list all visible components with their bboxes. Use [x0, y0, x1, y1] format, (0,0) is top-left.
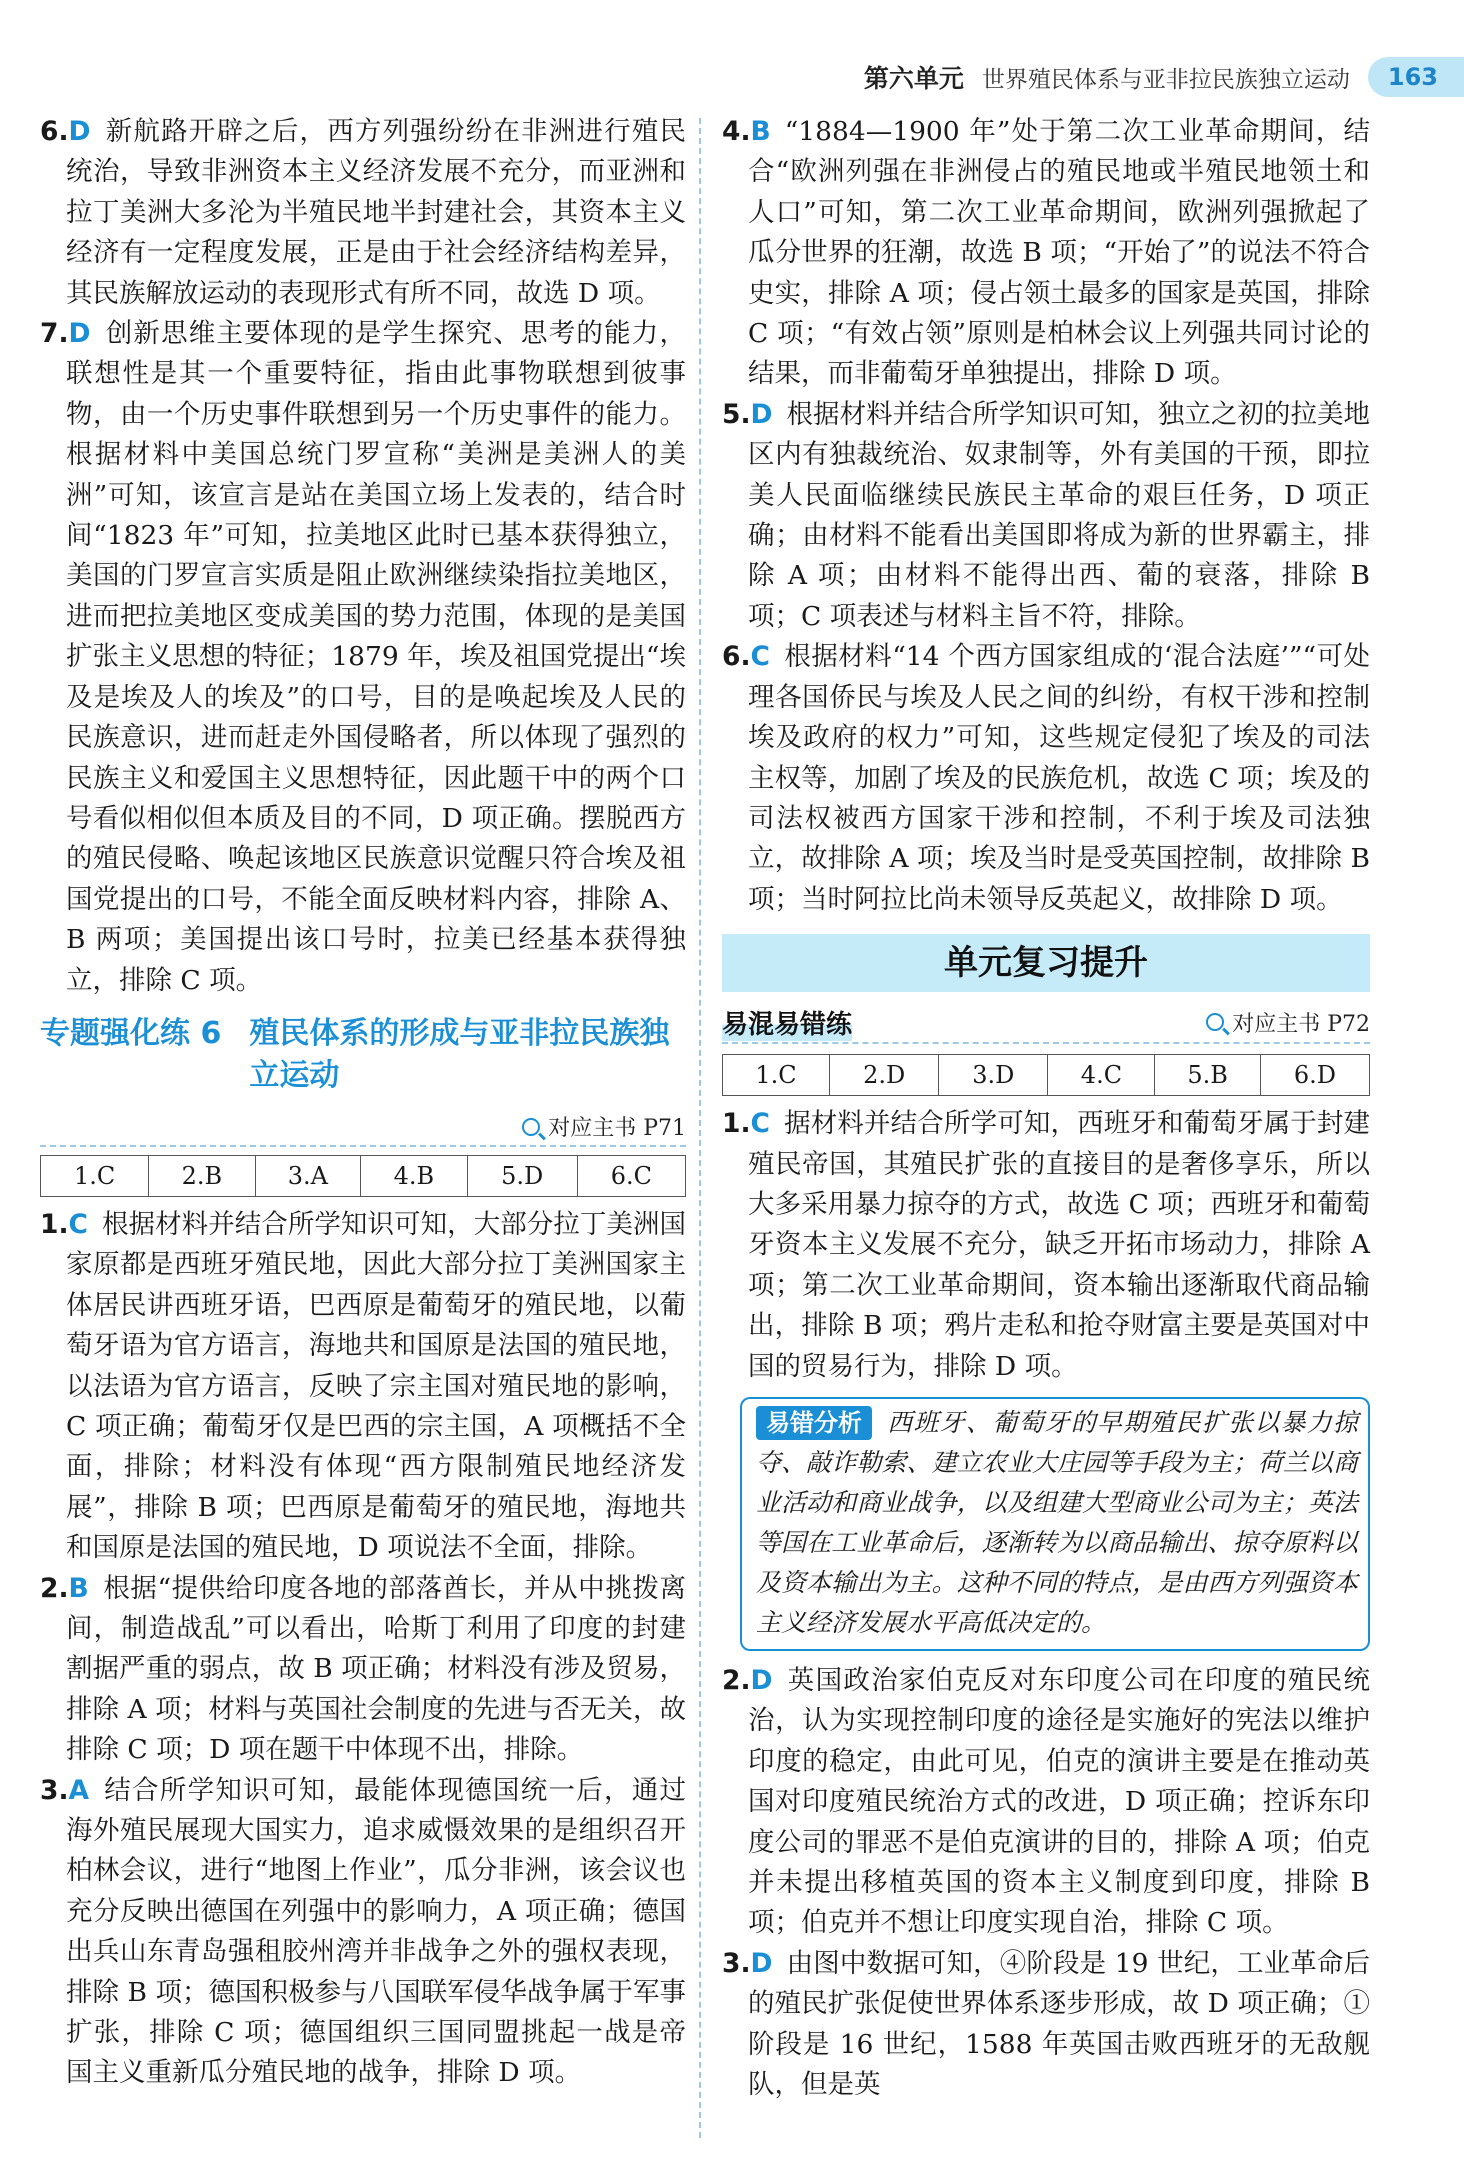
answer-item — [722, 1944, 1370, 2106]
answer-item — [40, 112, 686, 314]
item-explanation: 根据材料“14 个西方国家组成的‘混合法庭’”“可处理各国侨民与埃及人民之间的纠纷，有权干涉和控制埃及政府的权力”可知，这些规定侵犯了埃及的司法主权等，加剧了埃及的民族危机，故选 C 项；埃及的司法权被西方国家干涉和控制，不利于埃及司法独立，故排除 A 项；埃及当时是受英国控制，故排除 B 项；当时阿拉比尚未领导反英起义，故排除 D 项。 — [748, 641, 1370, 915]
answer-cell: 2.B — [149, 1155, 255, 1196]
item-answer: D — [750, 1947, 773, 1979]
item-answer: B — [68, 1572, 89, 1604]
answer-cell: 5.B — [1155, 1055, 1260, 1096]
item-explanation: 根据“提供给印度各地的部落酋长，并从中挑拨离间，制造战乱”可以看出，哈斯丁利用了印度的封建割据严重的弱点，故 B 项正确；材料没有涉及贸易，排除 A 项；材料与英国社会制度的先进与否无关，故排除 C 项；D 项在题干中体现不出，排除。 — [66, 1572, 686, 1766]
item-answer: D — [68, 318, 91, 350]
item-explanation: 创新思维主要体现的是学生探究、思考的能力，联想性是其一个重要特征，指由此事物联想到彼事物，由一个历史事件联想到另一个历史事件的能力。根据材料中美国总统门罗宣称“美洲是美洲人的美洲”可知，该宣言是站在美国立场上发表的，结合时间“1823 年”可知，拉美地区此时已基本获得独立，美国的门罗宣言实质是阻止欧洲继续染指拉美地区，进而把拉美地区变成美国的势力范围，体现的是美国扩张主义思想的特征；1879 年，埃及祖国党提出“埃及是埃及人的埃及”的口号，目的是唤起埃及人民的民族意识，进而赶走外国侵略者，所以体现了强烈的民族主义和爱国主义思想特征，因此题干中的两个口号看似相似但本质及目的不同，D 项正确。摆脱西方的殖民侵略、唤起该地区民族意识觉醒只符合埃及祖国党提出的口号，不能全面反映材料内容，排除 A、B 两项；美国提出该口号时，拉美已经基本获得独立，排除 C 项。 — [66, 318, 686, 996]
item-answer: D — [750, 398, 773, 430]
item-explanation: 结合所学知识可知，最能体现德国统一后，通过海外殖民展现大国实力，追求威慑效果的是组织召开柏林会议，进行“地图上作业”，瓜分非洲，该会议也充分反映出德国在列强中的影响力，A 项正确；德国出兵山东青岛强租胶州湾并非战争之外的强权表现，排除 B 项；德国积极参与八国联军侵华战争属于军事扩张，排除 C 项；德国组织三国同盟挑起一战是帝国主义重新瓜分殖民地的战争，排除 D 项。 — [66, 1774, 686, 2089]
review-sub-label: 易混易错练 — [722, 1004, 852, 1041]
item-answer: B — [750, 116, 771, 147]
review-answer-list — [722, 1104, 1370, 1387]
item-explanation: 英国政治家伯克反对东印度公司在印度的殖民统治，认为实现控制印度的途径是实施好的宪法以维护印度的稳定，由此可见，伯克的演讲主要是在推动英国对印度殖民统治方式的改进，D 项正确；控诉东印度公司的罪恶不是伯克演讲的目的，排除 A 项；伯克并未提出移植英国的资本主义制度到印度，排除 B 项；伯克并不想让印度实现自治，排除 C 项。 — [748, 1664, 1370, 1939]
item-number: 2. — [40, 1572, 69, 1604]
item-explanation: 根据材料并结合所学知识可知，大部分拉丁美洲国家原都是西班牙殖民地，因此大部分拉丁美洲国家主体居民讲西班牙语，巴西原是葡萄牙的殖民地，以葡萄牙语为官方语言，海地共和国原是法国的殖民地，以法语为官方语言，反映了宗主国对殖民地的影响，C 项正确；葡萄牙仅是巴西的宗主国，A 项概括不全面，排除；材料没有体现“西方限制殖民地经济发展”，排除 B 项；巴西原是葡萄牙的殖民地，海地共和国原是法国的殖民地，D 项说法不全面，排除。 — [66, 1208, 686, 1564]
item-number: 7. — [40, 318, 69, 350]
answer-item — [722, 1661, 1370, 1944]
item-number: 1. — [40, 1208, 69, 1240]
item-answer: A — [68, 1774, 90, 1806]
section-answer-table — [40, 1155, 686, 1197]
answer-item — [40, 1569, 686, 1771]
header-unit: 第六单元 — [863, 64, 964, 93]
review-answer-list-2 — [722, 1661, 1370, 2105]
analysis-tag: 易错分析 — [756, 1406, 872, 1440]
section-ref-line — [40, 1111, 686, 1147]
item-answer: C — [750, 1108, 770, 1140]
review-ref — [1206, 1007, 1370, 1038]
review-ref-text: 对应主书 P72 — [1232, 1011, 1370, 1037]
review-answer-table — [722, 1054, 1370, 1096]
section-label: 专题强化练 6 — [40, 1015, 222, 1051]
answer-item — [40, 1205, 686, 1569]
left-column — [40, 112, 686, 2094]
item-number: 6. — [722, 641, 751, 673]
section-ref — [522, 1111, 686, 1142]
item-explanation: 据材料并结合所学可知，西班牙和葡萄牙属于封建殖民帝国，其殖民扩张的直接目的是奢侈享乐，所以大多采用暴力掠夺的方式，故选 C 项；西班牙和葡萄牙资本主义发展不充分，缺乏开拓市场动力，排除 A 项；第二次工业革命期间，资本输出逐渐取代商品输出，排除 B 项；鸦片走私和抢夺财富主要是英国对中国的贸易行为，排除 D 项。 — [748, 1108, 1370, 1382]
column-divider — [699, 118, 701, 2138]
answer-item — [722, 1104, 1370, 1387]
unit-review-banner: 单元复习提升 — [722, 934, 1370, 992]
item-explanation: 根据材料并结合所学知识可知，独立之初的拉美地区内有独裁统治、奴隶制等，外有美国的干预，即拉美人民面临继续民族民主革命的艰巨任务，D 项正确；由材料不能看出美国即将成为新的世界霸主，排除 A 项；由材料不能得出西、葡的衰落，排除 B 项；C 项表述与材料主旨不符，排除。 — [748, 398, 1370, 632]
item-explanation: “1884—1900 年”处于第二次工业革命期间，结合“欧洲列强在非洲侵占的殖民地或半殖民地领土和人口”可知，第二次工业革命期间，欧洲列强掀起了瓜分世界的狂潮，故选 B 项；“开始了”的说法不符合史实，排除 A 项；侵占领土最多的国家是英国，排除 C 项；“有效占领”原则是柏林会议上列强共同讨论的结果，而非葡萄牙单独提出，排除 D 项。 — [748, 116, 1370, 390]
answer-cell: 3.A — [255, 1155, 361, 1196]
answer-cell: 2.D — [830, 1055, 939, 1096]
item-answer: C — [68, 1208, 88, 1240]
section-ref-text: 对应主书 P71 — [548, 1116, 686, 1142]
item-number: 5. — [722, 398, 751, 430]
answer-cell: 4.C — [1048, 1055, 1155, 1096]
analysis-text: 西班牙、葡萄牙的早期殖民扩张以暴力掠夺、敲诈勒索、建立农业大庄园等手段为主；荷兰以商业活动和商业战争，以及组建大型商业公司为主；英法等国在工业革命后，逐渐转为以商品输出、掠夺原料以及资本输出为主。这种不同的特点，是由西方列强资本主义经济发展水平高低决定的。 — [756, 1407, 1358, 1637]
page-header — [864, 56, 1464, 98]
answer-cell: 6.C — [577, 1155, 685, 1196]
section-title: 殖民体系的形成与亚非拉民族独立运动 — [249, 1015, 670, 1093]
right-answer-list — [722, 112, 1370, 920]
section-answer-list — [40, 1205, 686, 2094]
item-number: 2. — [722, 1664, 751, 1696]
item-answer: D — [68, 116, 91, 147]
search-icon — [1206, 1013, 1224, 1031]
answer-cell: 6.D — [1260, 1055, 1369, 1096]
item-number: 3. — [722, 1947, 751, 1979]
item-answer: D — [750, 1664, 773, 1696]
answer-cell: 3.D — [939, 1055, 1048, 1096]
item-number: 4. — [722, 116, 751, 147]
answer-cell: 1.C — [41, 1155, 149, 1196]
section-heading — [40, 1013, 686, 1097]
answer-cell: 5.D — [467, 1155, 577, 1196]
answer-item — [722, 395, 1370, 637]
left-answer-list — [40, 112, 686, 1001]
answer-cell: 4.B — [361, 1155, 467, 1196]
answer-item — [40, 314, 686, 1001]
header-title: 世界殖民体系与亚非拉民族独立运动 — [981, 66, 1350, 93]
item-answer: C — [750, 641, 770, 673]
answer-item — [722, 637, 1370, 920]
item-explanation: 新航路开辟之后，西方列强纷纷在非洲进行殖民统治，导致非洲资本主义经济发展不充分，而亚洲和拉丁美洲大多沦为半殖民地半封建社会，其资本主义经济有一定程度发展，正是由于社会经济结构差异，其民族解放运动的表现形式有所不同，故选 D 项。 — [66, 116, 686, 309]
answer-item — [722, 112, 1370, 395]
search-icon — [522, 1118, 540, 1136]
page-number: 163 — [1368, 57, 1464, 97]
item-number: 6. — [40, 116, 69, 147]
answer-cell: 1.C — [723, 1055, 830, 1096]
error-analysis-box — [740, 1397, 1370, 1651]
right-column — [722, 112, 1370, 2105]
review-subheading — [722, 1002, 1370, 1044]
item-explanation: 由图中数据可知，④阶段是 19 世纪，工业革命后的殖民扩张促使世界体系逐步形成，故 D 项正确；①阶段是 16 世纪，1588 年英国击败西班牙的无敌舰队，但是英 — [748, 1947, 1370, 2101]
item-number: 3. — [40, 1774, 69, 1806]
answer-item — [40, 1771, 686, 2094]
item-number: 1. — [722, 1108, 751, 1140]
